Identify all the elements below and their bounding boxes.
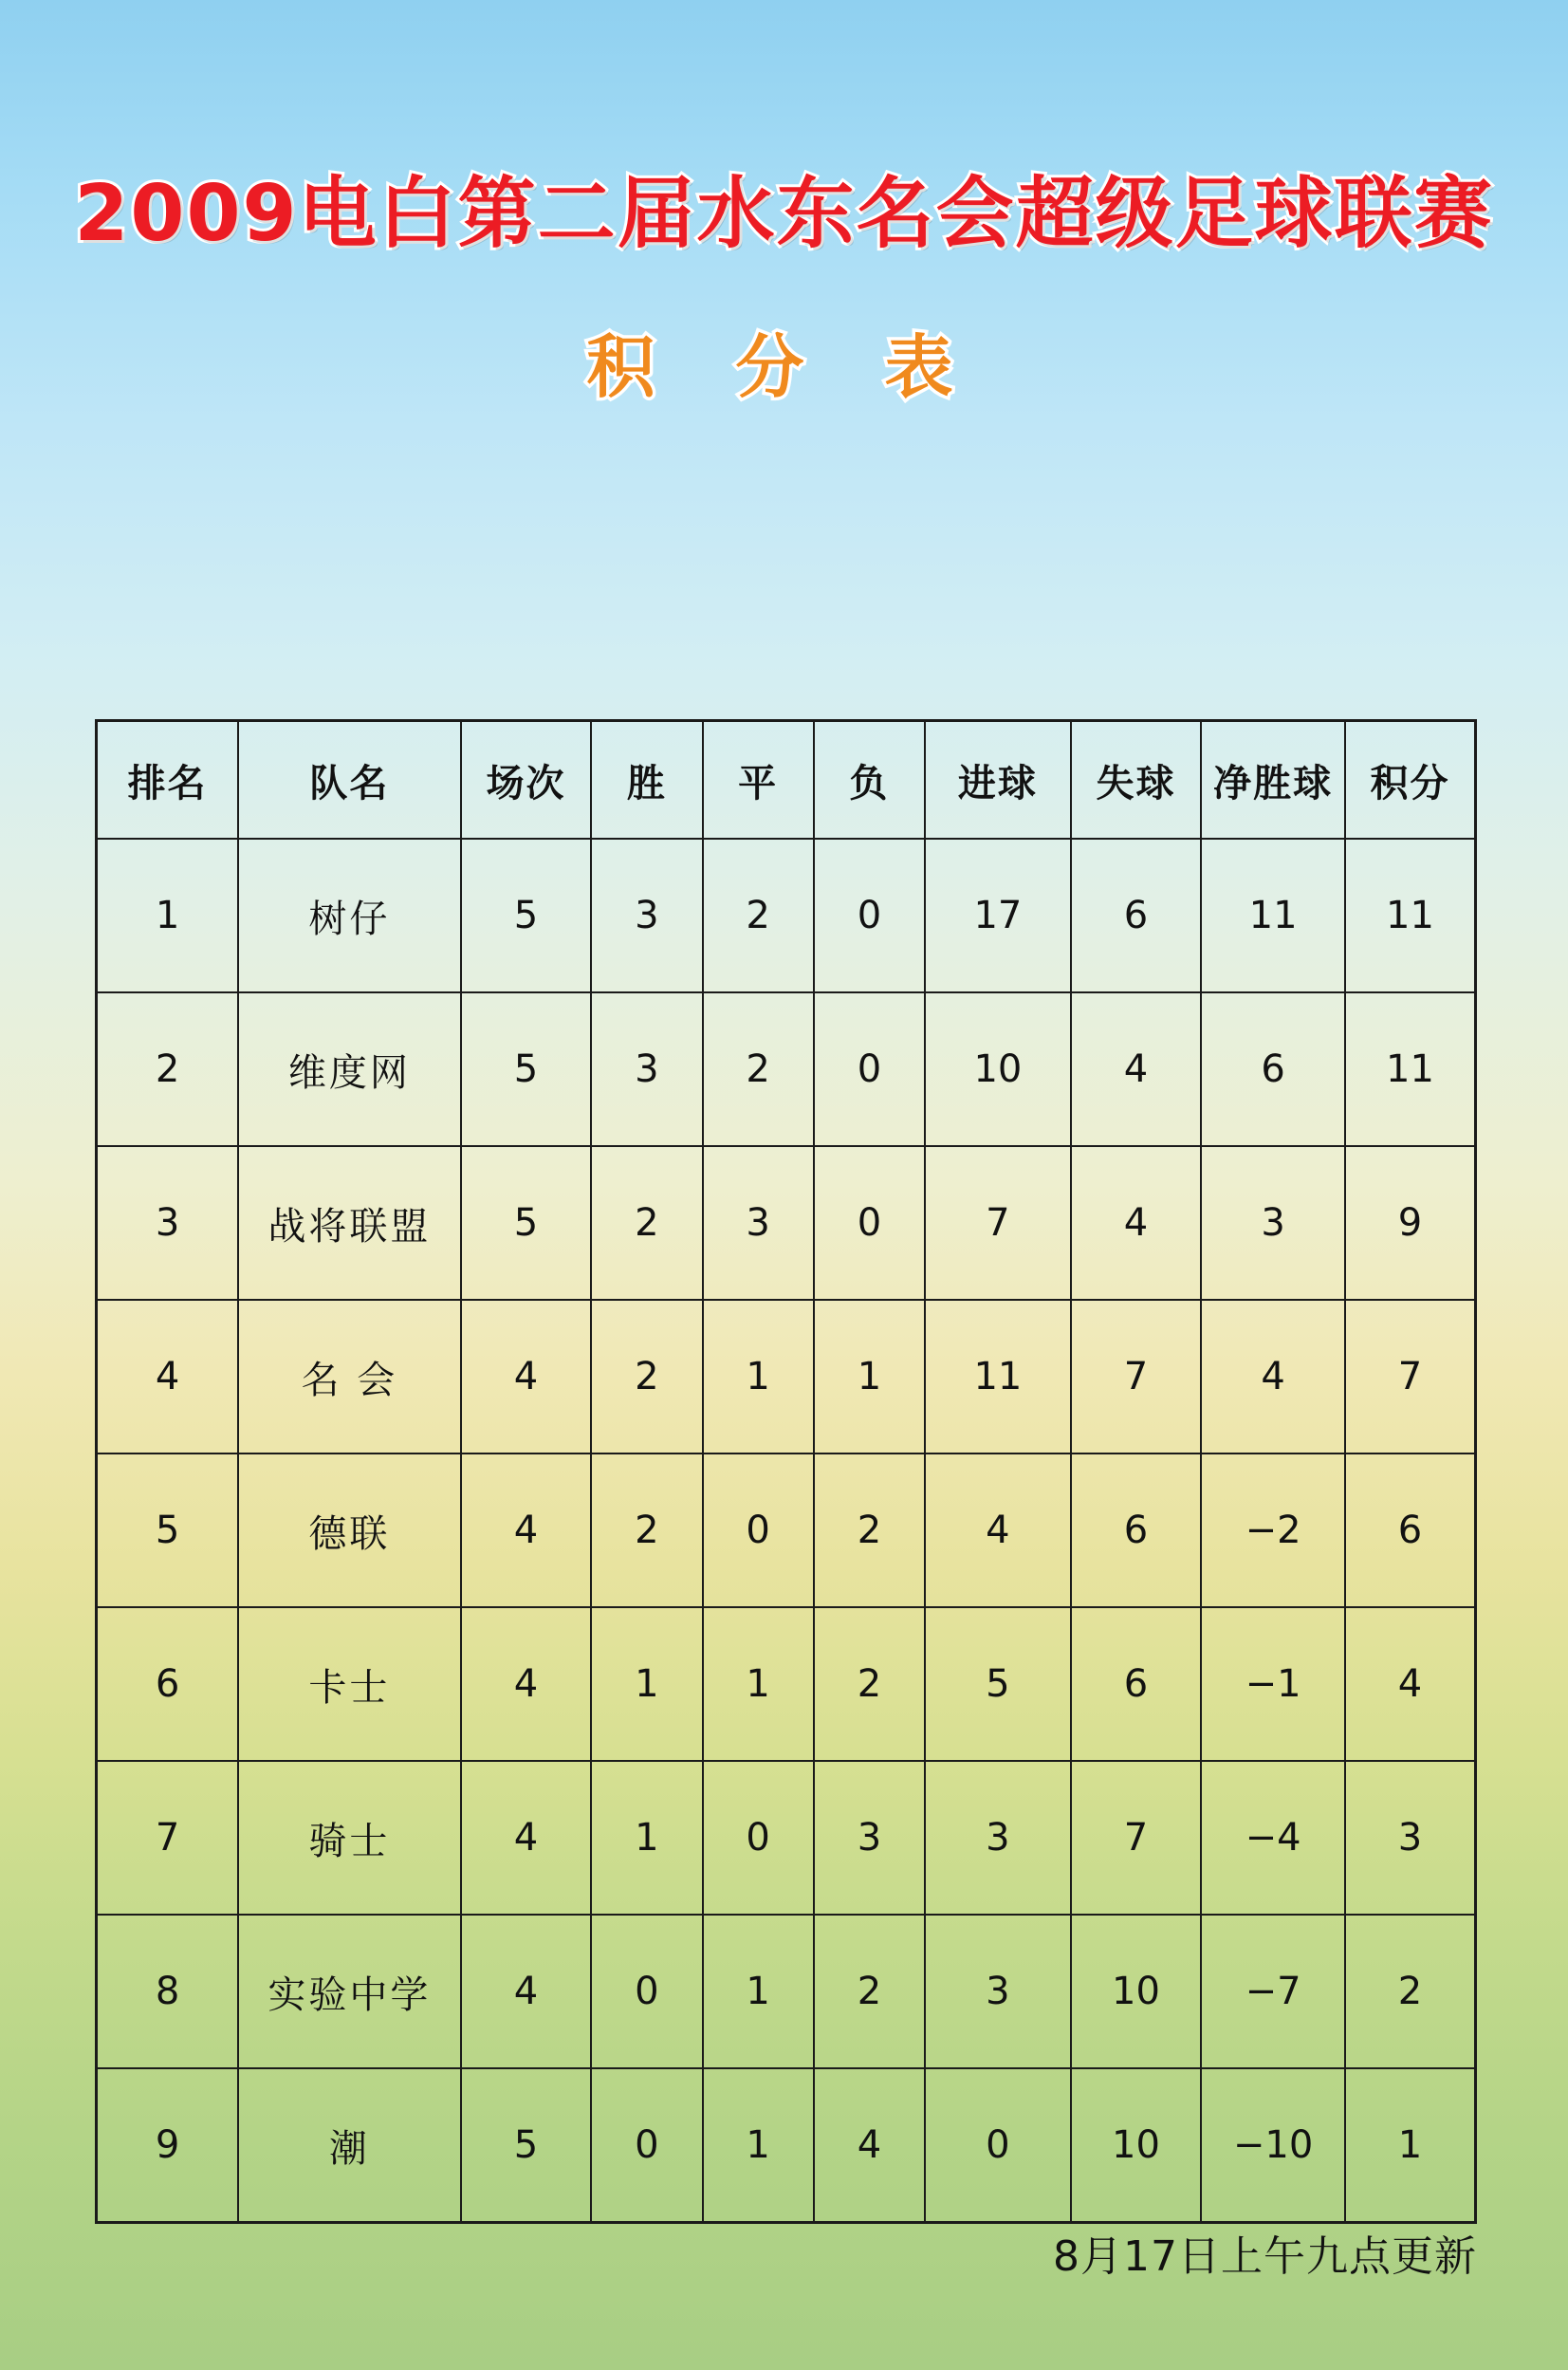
cell-win: 1 bbox=[591, 1761, 702, 1915]
cell-goals-against: 6 bbox=[1071, 1453, 1202, 1607]
cell-played: 4 bbox=[461, 1761, 592, 1915]
cell-goals-against: 4 bbox=[1071, 992, 1202, 1146]
cell-team: 维度网 bbox=[238, 992, 461, 1146]
cell-points: 11 bbox=[1345, 839, 1476, 992]
table-row bbox=[97, 992, 1476, 1146]
cell-loss: 0 bbox=[814, 839, 925, 992]
cell-win: 3 bbox=[591, 992, 702, 1146]
cell-points: 6 bbox=[1345, 1453, 1476, 1607]
update-timestamp: 8月17日上午九点更新 bbox=[1053, 2232, 1477, 2281]
cell-loss: 3 bbox=[814, 1761, 925, 1915]
cell-played: 5 bbox=[461, 2068, 592, 2223]
cell-played: 5 bbox=[461, 992, 592, 1146]
poster-page bbox=[0, 152, 1568, 2370]
cell-loss: 2 bbox=[814, 1915, 925, 2068]
cell-win: 0 bbox=[591, 1915, 702, 2068]
cell-win: 0 bbox=[591, 2068, 702, 2223]
cell-goals-against: 7 bbox=[1071, 1761, 1202, 1915]
cell-goal-diff: −10 bbox=[1201, 2068, 1345, 2223]
cell-team: 骑士 bbox=[238, 1761, 461, 1915]
cell-rank: 8 bbox=[97, 1915, 239, 2068]
cell-rank: 5 bbox=[97, 1453, 239, 1607]
cell-played: 4 bbox=[461, 1453, 592, 1607]
cell-goal-diff: 6 bbox=[1201, 992, 1345, 1146]
cell-loss: 0 bbox=[814, 992, 925, 1146]
cell-team: 树仔 bbox=[238, 839, 461, 992]
cell-goals-for: 0 bbox=[925, 2068, 1071, 2223]
column-header-played: 场次 bbox=[461, 721, 592, 840]
cell-played: 4 bbox=[461, 1300, 592, 1453]
cell-rank: 7 bbox=[97, 1761, 239, 1915]
table-row bbox=[97, 1915, 1476, 2068]
cell-win: 2 bbox=[591, 1146, 702, 1300]
cell-goals-for: 3 bbox=[925, 1915, 1071, 2068]
cell-played: 5 bbox=[461, 1146, 592, 1300]
cell-goal-diff: 4 bbox=[1201, 1300, 1345, 1453]
cell-points: 2 bbox=[1345, 1915, 1476, 2068]
cell-draw: 1 bbox=[703, 2068, 814, 2223]
cell-rank: 3 bbox=[97, 1146, 239, 1300]
cell-team: 名 会 bbox=[238, 1300, 461, 1453]
cell-win: 3 bbox=[591, 839, 702, 992]
cell-draw: 2 bbox=[703, 839, 814, 992]
cell-goal-diff: −4 bbox=[1201, 1761, 1345, 1915]
table-row bbox=[97, 2068, 1476, 2223]
cell-draw: 2 bbox=[703, 992, 814, 1146]
cell-goals-against: 6 bbox=[1071, 839, 1202, 992]
standings-table bbox=[95, 719, 1477, 2224]
column-header-rank: 排名 bbox=[97, 721, 239, 840]
cell-rank: 4 bbox=[97, 1300, 239, 1453]
cell-played: 4 bbox=[461, 1607, 592, 1761]
cell-win: 2 bbox=[591, 1300, 702, 1453]
cell-win: 1 bbox=[591, 1607, 702, 1761]
cell-team: 德联 bbox=[238, 1453, 461, 1607]
cell-draw: 0 bbox=[703, 1453, 814, 1607]
cell-goals-against: 6 bbox=[1071, 1607, 1202, 1761]
cell-goal-diff: 3 bbox=[1201, 1146, 1345, 1300]
cell-goal-diff: −7 bbox=[1201, 1915, 1345, 2068]
cell-points: 1 bbox=[1345, 2068, 1476, 2223]
page-title: 2009电白第二届水东名会超级足球联赛 bbox=[74, 169, 1494, 259]
cell-goal-diff: −2 bbox=[1201, 1453, 1345, 1607]
column-header-team: 队名 bbox=[238, 721, 461, 840]
cell-loss: 1 bbox=[814, 1300, 925, 1453]
cell-draw: 1 bbox=[703, 1915, 814, 2068]
column-header-draw: 平 bbox=[703, 721, 814, 840]
cell-points: 9 bbox=[1345, 1146, 1476, 1300]
cell-goals-for: 4 bbox=[925, 1453, 1071, 1607]
column-header-goal-diff: 净胜球 bbox=[1201, 721, 1345, 840]
cell-points: 11 bbox=[1345, 992, 1476, 1146]
table-row bbox=[97, 1761, 1476, 1915]
cell-rank: 1 bbox=[97, 839, 239, 992]
table-row bbox=[97, 1453, 1476, 1607]
page-subtitle: 积 分 表 bbox=[586, 326, 982, 407]
cell-goals-for: 3 bbox=[925, 1761, 1071, 1915]
cell-team: 战将联盟 bbox=[238, 1146, 461, 1300]
cell-team: 实验中学 bbox=[238, 1915, 461, 2068]
cell-loss: 0 bbox=[814, 1146, 925, 1300]
cell-rank: 2 bbox=[97, 992, 239, 1146]
cell-loss: 2 bbox=[814, 1607, 925, 1761]
cell-rank: 6 bbox=[97, 1607, 239, 1761]
cell-goals-for: 11 bbox=[925, 1300, 1071, 1453]
cell-win: 2 bbox=[591, 1453, 702, 1607]
cell-played: 4 bbox=[461, 1915, 592, 2068]
column-header-win: 胜 bbox=[591, 721, 702, 840]
cell-draw: 3 bbox=[703, 1146, 814, 1300]
cell-goals-against: 10 bbox=[1071, 2068, 1202, 2223]
cell-draw: 1 bbox=[703, 1607, 814, 1761]
cell-rank: 9 bbox=[97, 2068, 239, 2223]
cell-goals-against: 7 bbox=[1071, 1300, 1202, 1453]
cell-goals-for: 5 bbox=[925, 1607, 1071, 1761]
table-row bbox=[97, 1146, 1476, 1300]
table-row bbox=[97, 1300, 1476, 1453]
cell-goals-against: 4 bbox=[1071, 1146, 1202, 1300]
cell-points: 3 bbox=[1345, 1761, 1476, 1915]
column-header-points: 积分 bbox=[1345, 721, 1476, 840]
cell-goal-diff: −1 bbox=[1201, 1607, 1345, 1761]
table-header-row bbox=[97, 721, 1476, 840]
standings-table-container bbox=[95, 719, 1477, 2224]
cell-points: 7 bbox=[1345, 1300, 1476, 1453]
cell-loss: 4 bbox=[814, 2068, 925, 2223]
column-header-goals-against: 失球 bbox=[1071, 721, 1202, 840]
cell-goal-diff: 11 bbox=[1201, 839, 1345, 992]
cell-loss: 2 bbox=[814, 1453, 925, 1607]
cell-team: 卡士 bbox=[238, 1607, 461, 1761]
cell-goals-for: 17 bbox=[925, 839, 1071, 992]
cell-goals-for: 10 bbox=[925, 992, 1071, 1146]
cell-goals-against: 10 bbox=[1071, 1915, 1202, 2068]
cell-draw: 0 bbox=[703, 1761, 814, 1915]
table-row bbox=[97, 1607, 1476, 1761]
column-header-goals-for: 进球 bbox=[925, 721, 1071, 840]
cell-points: 4 bbox=[1345, 1607, 1476, 1761]
table-row bbox=[97, 839, 1476, 992]
column-header-loss: 负 bbox=[814, 721, 925, 840]
cell-played: 5 bbox=[461, 839, 592, 992]
cell-draw: 1 bbox=[703, 1300, 814, 1453]
cell-team: 潮 bbox=[238, 2068, 461, 2223]
cell-goals-for: 7 bbox=[925, 1146, 1071, 1300]
